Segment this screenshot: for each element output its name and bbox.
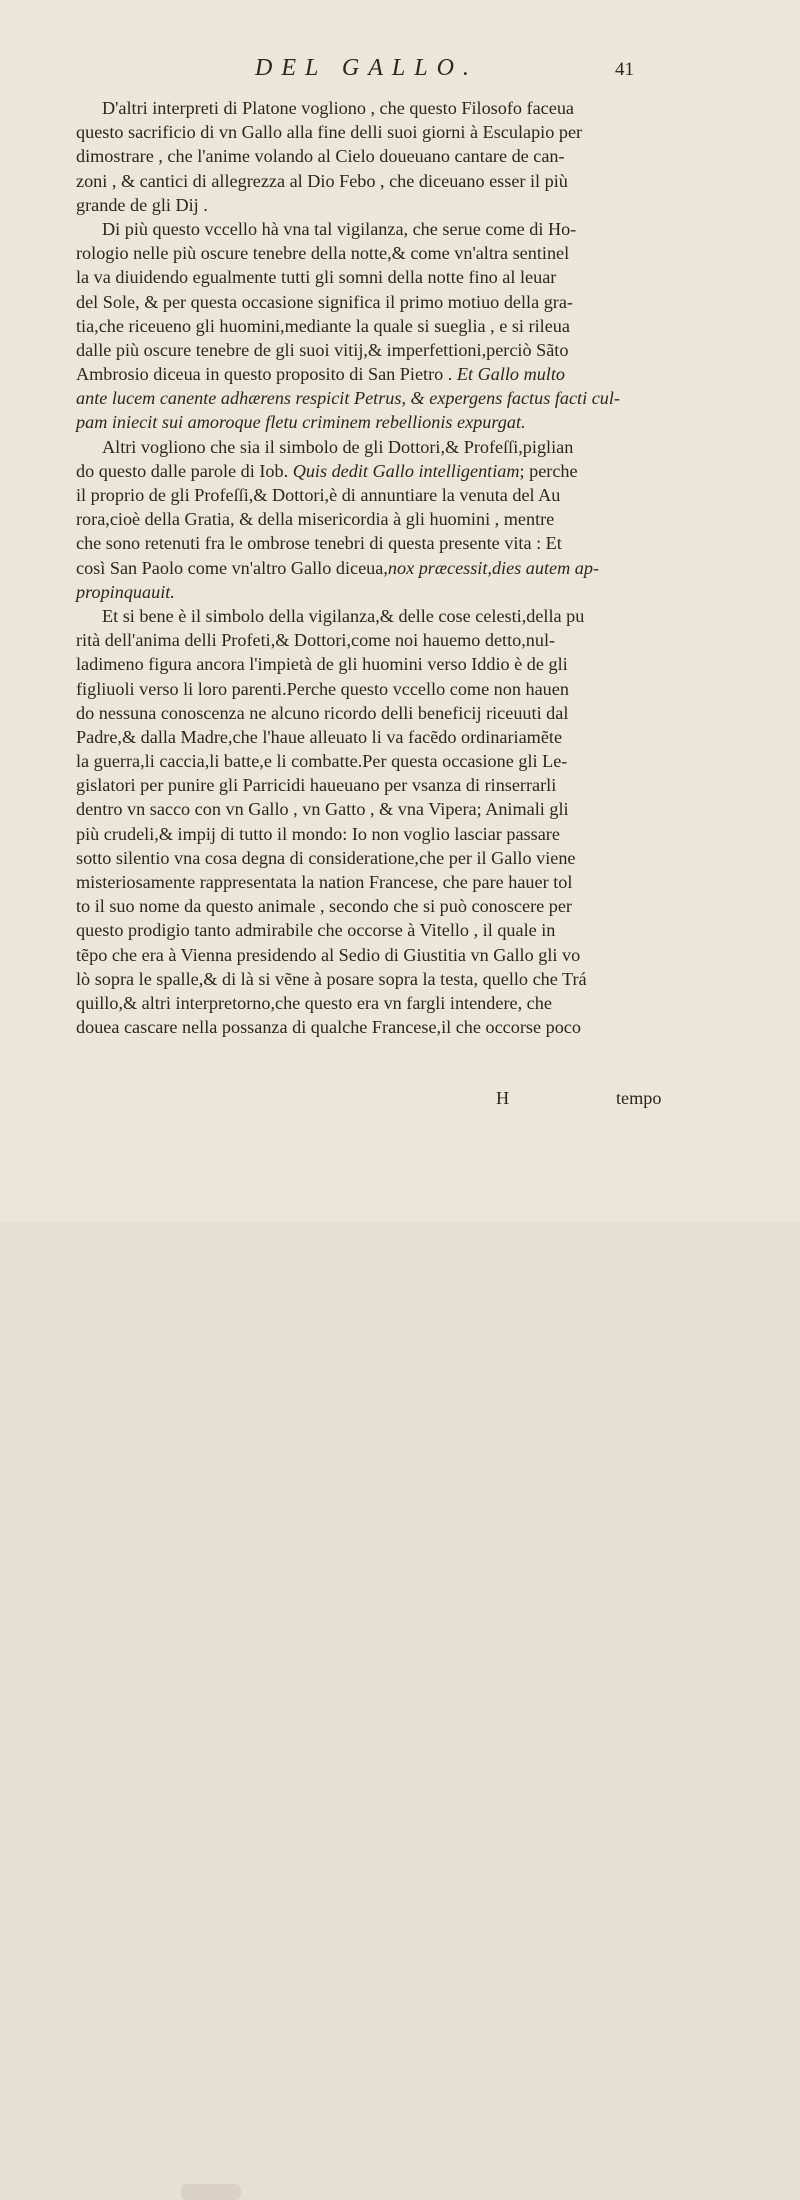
paragraph bbox=[76, 96, 676, 217]
text-line bbox=[76, 1015, 676, 1039]
text-line bbox=[76, 435, 676, 459]
text-run: rora,cioè della Gratia, & della misericordia à gli huomini , mentre bbox=[76, 509, 555, 530]
text-run: Altri vogliono che sia il simbolo de gli Dottori,& Profeſſi,piglian bbox=[102, 436, 574, 457]
text-run: che sono retenuti fra le ombrose tenebri di questa presente vita : Et bbox=[76, 533, 562, 554]
text-run: lò sopra le spalle,& di là si vẽne à posare sopra la testa, quello che Trá bbox=[76, 968, 587, 989]
text-line bbox=[76, 290, 676, 314]
text-run: questo prodigio tanto admirabile che occorse à Vitello , il quale in bbox=[76, 920, 556, 941]
text-line bbox=[76, 217, 676, 241]
italic-text: ante lucem canente adhærens respicit Petrus, & expergens factus facti cul- bbox=[76, 388, 620, 409]
text-line bbox=[76, 144, 676, 168]
text-run: tẽpo che era à Vienna presidendo al Sedio di Giustitia vn Gallo gli vo bbox=[76, 944, 581, 965]
text-run: figliuoli verso li loro parenti.Perche questo vccello come non hauen bbox=[76, 678, 569, 699]
text-run: ladimeno figura ancora l'impietà de gli huomini verso Iddio è de gli bbox=[76, 654, 568, 675]
text-run: rologio nelle più oscure tenebre della notte,& come vn'altra sentinel bbox=[76, 243, 570, 264]
text-line bbox=[76, 362, 676, 386]
text-run: douea cascare nella possanza di qualche Francese,il che occorse poco bbox=[76, 1017, 581, 1038]
text-line bbox=[76, 991, 676, 1015]
text-run: Ambrosio diceua in questo proposito di San Pietro . bbox=[76, 364, 457, 385]
text-run: la va diuidendo egualmente tutti gli somni della notte fino al leuar bbox=[76, 267, 557, 288]
text-line bbox=[76, 652, 676, 676]
text-run: Et si bene è il simbolo della vigilanza,& delle cose celesti,della pu bbox=[102, 605, 585, 626]
body-text bbox=[76, 96, 676, 1039]
text-run: tia,che riceueno gli huomini,mediante la quale si sueglia , e si rileua bbox=[76, 315, 570, 336]
text-line bbox=[76, 749, 676, 773]
text-line bbox=[76, 459, 676, 483]
text-line bbox=[76, 169, 676, 193]
text-line bbox=[76, 943, 676, 967]
page-number: 41 bbox=[615, 59, 634, 80]
text-run: misteriosamente rappresentata la nation Francese, che pare hauer tol bbox=[76, 872, 573, 892]
italic-text: Quis dedit Gallo intelligentiam bbox=[292, 460, 520, 481]
text-run: gislatori per punire gli Parricidi haueuano per vsanza di rinserrarli bbox=[76, 775, 557, 796]
text-line bbox=[76, 677, 676, 701]
text-line bbox=[76, 797, 676, 821]
text-run: del Sole, & per questa occasione significa il primo motiuo della gra- bbox=[76, 291, 573, 312]
text-run: rità dell'anima delli Profeti,& Dottori,come noi hauemo detto,nul- bbox=[76, 630, 556, 651]
text-line bbox=[76, 701, 676, 725]
text-line bbox=[76, 725, 676, 749]
catchword: tempo bbox=[616, 1088, 662, 1108]
running-head-title: DEL GALLO. bbox=[255, 55, 478, 81]
text-line bbox=[76, 628, 676, 652]
text-line bbox=[76, 894, 676, 918]
text-line bbox=[76, 507, 676, 531]
text-run: più crudeli,& impij di tutto il mondo: Io non voglio lasciar passare bbox=[76, 823, 560, 844]
text-run: D'altri interpreti di Platone vogliono , che questo Filosofo faceua bbox=[102, 98, 574, 118]
paragraph bbox=[76, 217, 676, 435]
text-run: ; perche bbox=[519, 460, 578, 481]
text-run: do questo dalle parole di Iob. bbox=[76, 460, 293, 481]
text-run: il proprio de gli Profeſſi,& Dottori,è di annuntiare la venuta del Au bbox=[76, 485, 561, 505]
text-line bbox=[76, 870, 676, 894]
ink-smudge bbox=[181, 2184, 241, 2200]
italic-text: pam iniecit sui amoroque fletu criminem rebellionis expurgat. bbox=[76, 412, 526, 433]
italic-text: Et Gallo multo bbox=[456, 364, 566, 385]
text-line bbox=[76, 483, 676, 507]
text-run: quillo,& altri interpretorno,che questo era vn fargli intendere, che bbox=[76, 992, 552, 1013]
text-line bbox=[76, 314, 676, 338]
paragraph bbox=[76, 435, 676, 604]
catchline bbox=[76, 1088, 676, 1114]
text-run: to il suo nome da questo animale , secondo che si può conoscere per bbox=[76, 896, 572, 917]
text-line bbox=[76, 338, 676, 362]
text-run: grande de gli Dij . bbox=[76, 194, 208, 215]
text-run: do nessuna conoscenza ne alcuno ricordo delli beneficij riceuuti dal bbox=[76, 702, 569, 723]
text-line bbox=[76, 120, 676, 144]
italic-text: propinquauit. bbox=[76, 581, 175, 602]
text-line bbox=[76, 193, 676, 217]
text-run: così San Paolo come vn'altro Gallo diceua, bbox=[76, 557, 388, 578]
text-run: dentro vn sacco con vn Gallo , vn Gatto , & vna Vipera; Animali gli bbox=[76, 799, 569, 820]
text-line bbox=[76, 918, 676, 942]
text-line bbox=[76, 822, 676, 846]
italic-text: nox præcessit,dies autem ap- bbox=[387, 557, 600, 578]
paragraph bbox=[76, 604, 676, 1039]
text-run: dalle più oscure tenebre de gli suoi vitij,& imperfettioni,perciò Sãto bbox=[76, 339, 569, 360]
signature-mark: H bbox=[496, 1088, 510, 1108]
text-run: zoni , & cantici di allegrezza al Dio Febo , che diceuano esser il più bbox=[76, 170, 568, 191]
text-line bbox=[76, 531, 676, 555]
text-line bbox=[76, 265, 676, 289]
text-run: questo sacrificio di vn Gallo alla fine delli suoi giorni à Esculapio per bbox=[76, 122, 583, 143]
text-line bbox=[76, 604, 676, 628]
text-run: Padre,& dalla Madre,che l'haue alleuato li va facẽdo ordinariamẽte bbox=[76, 726, 563, 747]
text-run: sotto silentio vna cosa degna di consideratione,che per il Gallo viene bbox=[76, 847, 576, 868]
text-run: dimostrare , che l'anime volando al Cielo doueuano cantare de can- bbox=[76, 146, 565, 167]
text-line bbox=[76, 773, 676, 797]
text-line bbox=[76, 410, 676, 434]
text-line bbox=[76, 580, 676, 604]
text-line bbox=[76, 556, 676, 580]
text-run: Di più questo vccello hà vna tal vigilanza, che serue come di Ho- bbox=[102, 218, 577, 239]
text-line bbox=[76, 967, 676, 991]
text-line bbox=[76, 846, 676, 870]
text-line bbox=[76, 241, 676, 265]
text-line bbox=[76, 96, 676, 120]
text-run: la guerra,li caccia,li batte,e li combatte.Per questa occasione gli Le- bbox=[76, 751, 568, 772]
text-line bbox=[76, 386, 676, 410]
